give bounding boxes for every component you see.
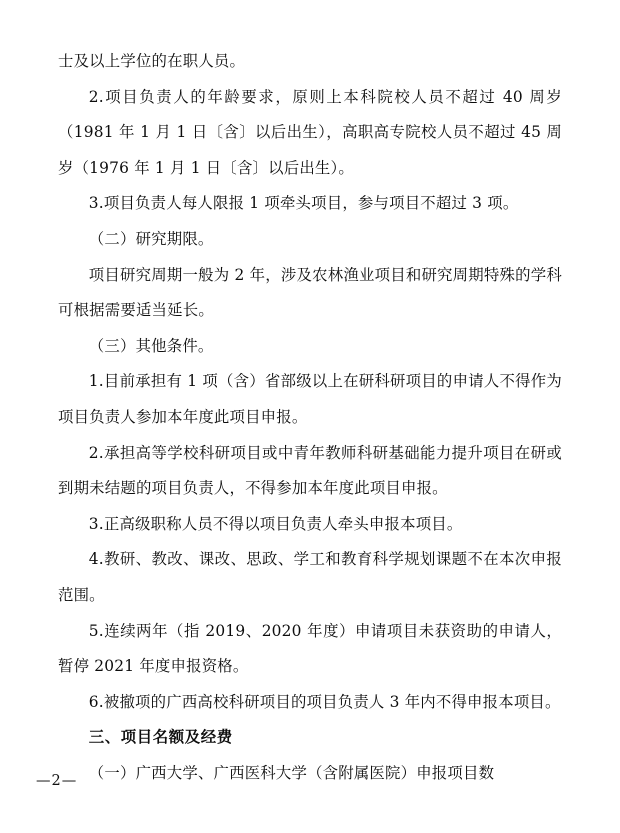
- section-heading-three: 三、项目名额及经费: [88, 728, 233, 747]
- paragraph-other-condition-4: 4.教研、教改、课改、思政、学工和教育科学规划课题不在本次申报范围。: [58, 550, 562, 604]
- paragraph-project-limit: 3.项目负责人每人限报 1 项牵头项目，参与项目不超过 3 项。: [88, 194, 519, 213]
- paragraph-other-condition-5: 5.连续两年（指 2019、2020 年度）申请项目未获资助的申请人，暂停 2021 年度申报资格。: [58, 621, 562, 676]
- page-number: —2—: [36, 773, 78, 789]
- paragraph-other-condition-2: 2.承担高等学校科研项目或中青年教师科研基础能力提升项目在研或到期未结题的项目负责人，不得参加本年度此项目申报。: [58, 443, 562, 498]
- document-body: [58, 44, 562, 791]
- paragraph-other-condition-6: 6.被撤项的广西高校科研项目的项目负责人 3 年内不得申报本项目。: [88, 692, 561, 711]
- paragraph-age-requirement: 2.项目负责人的年龄要求，原则上本科院校人员不超过 40 周岁（1981 年 1 月 1 日〔含〕以后出生），高职高专院校人员不超过 45 周岁（1976 年 1 月 1 日〔含〕以后出生）。: [58, 87, 562, 177]
- paragraph-section-three-item-1: （一）广西大学、广西医科大学（含附属医院）申报项目数: [88, 763, 495, 782]
- paragraph-research-period-body: 项目研究周期一般为 2 年，涉及农林渔业项目和研究周期特殊的学科可根据需要适当延长。: [58, 265, 562, 320]
- paragraph-other-conditions-heading: （三）其他条件。: [88, 336, 214, 355]
- paragraph-continued-degree: 士及以上学位的在职人员。: [58, 52, 246, 70]
- paragraph-other-condition-3: 3.正高级职称人员不得以项目负责人牵头申报本项目。: [88, 514, 463, 533]
- paragraph-research-period-heading: （二）研究期限。: [88, 229, 214, 248]
- paragraph-other-condition-1: 1.目前承担有 1 项（含）省部级以上在研科研项目的申请人不得作为项目负责人参加本年度此项目申报。: [58, 372, 562, 426]
